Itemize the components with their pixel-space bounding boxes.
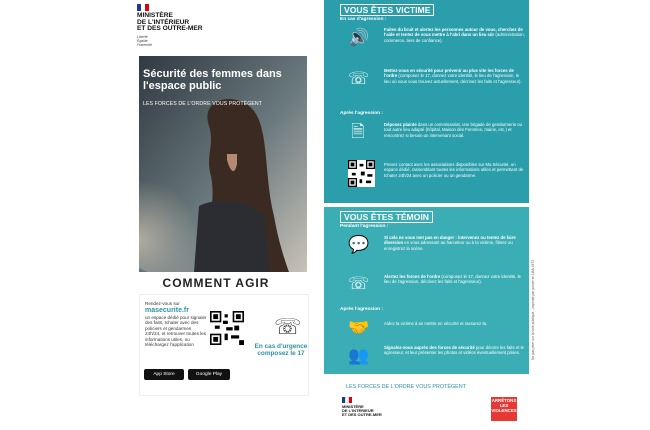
french-flag-logo — [137, 4, 149, 11]
speaker-icon: 🔊 — [348, 28, 370, 47]
victim-header: VOUS ÊTES VICTIME — [340, 4, 434, 16]
chat-icon: 💬 — [348, 235, 370, 254]
phone-icon: ☏ — [348, 274, 370, 293]
legal-sidenote: Ne pas jeter sur la voie publique - imprimé par poster en LBA 1972 — [531, 259, 535, 360]
after-item-1: Déposez plainte dans un commissariat, une brigade de gendarmerie ou tout autre lieu adapté (hôpital, Maison des Femmes, mairie, etc.) et rencontrez si besoin un intervenant social. — [384, 122, 523, 138]
arretons-violences-logo: ARRÊTONS LES VIOLENCES — [491, 397, 517, 421]
comment-agir-banner: COMMENT AGIR — [144, 275, 288, 292]
victim-item-2: Mettez-vous en sécurité pour prévenir au plus vite les forces de l'ordre (composez le 17, donnez votre identité, le lieu de l'agression, le lieu où vous vous trouvez actuellement, décrivez les faits et l'agresseur). — [384, 68, 522, 84]
phone-icon: ☏ — [348, 69, 370, 88]
subtitle: LES FORCES DE L'ORDRE VOUS PROTÈGENT — [143, 101, 263, 107]
app-store-button[interactable]: App Store — [144, 369, 184, 380]
en-cas-label: En cas d'agression : — [340, 17, 387, 22]
site-link[interactable]: masecurite.fr — [145, 306, 189, 314]
right-panel — [324, 0, 529, 410]
witness-item-1: Si cela ne vous met pas en danger : intervenez ou tentez de faire diversion en vous adressant au harceleur ou à la victime, filmez ou enregistrez la scène. — [384, 235, 516, 251]
support-icon: 🤝 — [348, 318, 370, 337]
witness-after-item-2: Signalez-vous auprès des forces de sécurité pour décrire les faits et le agresseur, et leur présenter les photos et vidéos éventuellement prises. — [384, 345, 524, 356]
google-play-button[interactable]: Google Play — [188, 369, 230, 380]
qr-code-icon[interactable] — [348, 160, 375, 187]
witness-item-2: Alertez les forces de l'ordre (composez le 17, donnez votre identité, le lieu de l'agression, décrivez les faits et l'agresseur). — [384, 274, 521, 285]
protege-footer: LES FORCES DE L'ORDRE VOUS PROTÈGENT — [346, 384, 466, 390]
witness-after-item-1: Aidez la victime à se mettre en sécurité et rassurez-la. — [384, 321, 488, 326]
apres2-label: Après l'agression : — [340, 307, 383, 312]
motto: Liberté Égalité Fraternité — [137, 35, 152, 47]
victim-item-1: Faites du bruit et alertez les personnes autour de vous, cherchez de l'aide et tentez de vous mettre à l'abri dans un lieu sûr (administration, commerce, tiers de confiance). — [384, 27, 525, 43]
victim-section — [324, 0, 529, 203]
witness-header: VOUS ÊTES TÉMOIN — [340, 211, 433, 223]
document-icon: 🗎 — [351, 122, 365, 141]
rendez-vous-text: Rendez-vous sur masecurite.fr un espace dédié pour signaler des faits, tchater avec des policiers et gendarmes 24h/24, et retrouver toutes les informations utiles, ou téléchargez l'application — [145, 301, 207, 347]
left-panel — [130, 0, 314, 410]
main-title: Sécurité des femmes dans l'espace public — [143, 68, 282, 92]
people-icon: 👥 — [348, 346, 370, 365]
witness-section — [324, 207, 529, 374]
emergency-text: En cas d'urgence composez le 17 — [254, 343, 308, 358]
contact-box — [139, 294, 309, 396]
phone-icon: ☏ — [274, 314, 302, 339]
ministry-name: MINISTÈRE DE L'INTÉRIEUR ET DES OUTRE-MER — [137, 12, 203, 33]
pendant-label: Pendant l'agression : — [340, 224, 389, 229]
qr-code-icon[interactable] — [210, 311, 244, 345]
apres-label: Après l'agression : — [340, 111, 383, 116]
after-item-2: Prenez contact avec les associations disponibles sur Ma Sécurité, un espace dédié, rassemblant toutes les informations utiles et permettant de tchater 24h/24 avec un policier ou un gendarme. — [384, 162, 524, 178]
ministry-logo: MINISTÈRE DE L'INTÉRIEUR ET DES OUTRE-MER — [342, 397, 382, 418]
